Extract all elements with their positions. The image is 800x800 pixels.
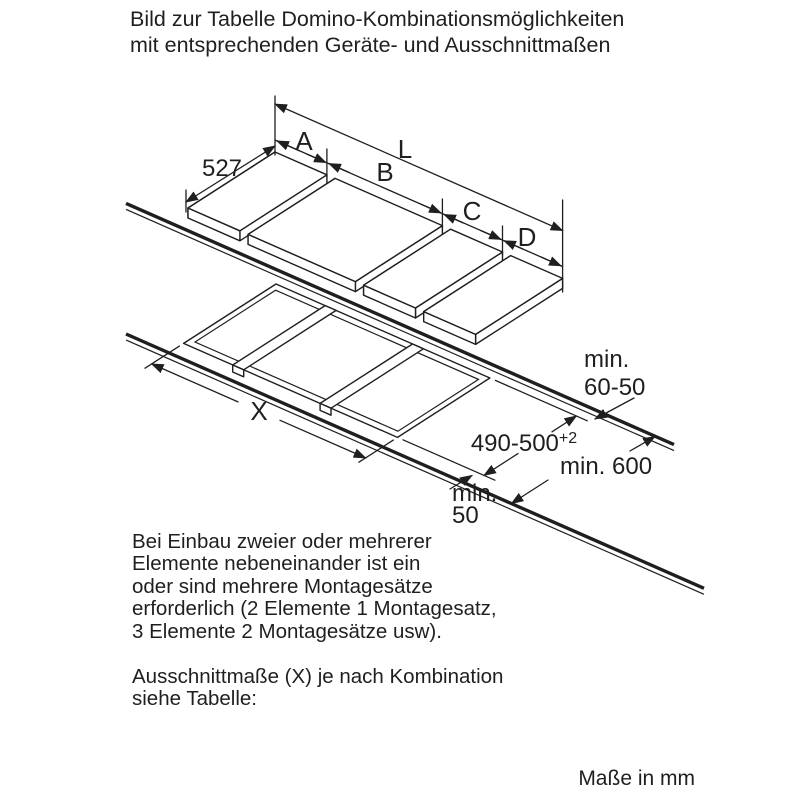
- front-clearance-label-2: 50: [452, 502, 479, 529]
- note-line-3: oder sind mehrere Montagesätze: [132, 574, 433, 598]
- title-line-2: mit entsprechenden Geräte- und Ausschnittmaßen: [130, 33, 611, 57]
- cutout-reference-note: [132, 666, 503, 711]
- note-line-1: Bei Einbau zweier oder mehrerer: [132, 530, 432, 553]
- units-note: Maße in mm: [578, 767, 695, 790]
- cutout-depth-tolerance: +2: [558, 430, 578, 447]
- note-line-2: Elemente nebeneinander ist ein: [132, 552, 421, 576]
- installation-note: [132, 531, 497, 643]
- back-clearance-label-2: 60-50: [584, 374, 646, 401]
- dim-label-d: D: [517, 222, 537, 252]
- dim-label-c: C: [462, 196, 482, 226]
- back-clearance-label-1: min.: [584, 346, 630, 373]
- title-line-1: Bild zur Tabelle Domino-Kombinationsmöglichkeiten: [130, 7, 625, 31]
- dim-label-x: X: [250, 396, 268, 426]
- cutout-depth-value: 490-500: [470, 430, 559, 457]
- dim-label-a: A: [295, 126, 313, 156]
- dimension-front-clearance: [450, 476, 497, 530]
- ref-line-2: siehe Tabelle:: [132, 687, 257, 711]
- dim-label-527: 527: [201, 155, 243, 182]
- note-line-4: erforderlich (2 Elemente 1 Montagesatz,: [132, 597, 497, 621]
- dim-label-b: B: [376, 157, 394, 187]
- counter-depth-label: min. 600: [560, 453, 653, 480]
- note-line-5: 3 Elemente 2 Montagesätze usw).: [132, 619, 442, 643]
- dim-label-l: L: [397, 134, 413, 164]
- ref-line-1: Ausschnittmaße (X) je nach Kombination: [132, 665, 504, 688]
- front-clearance-label-1: min.: [452, 480, 498, 507]
